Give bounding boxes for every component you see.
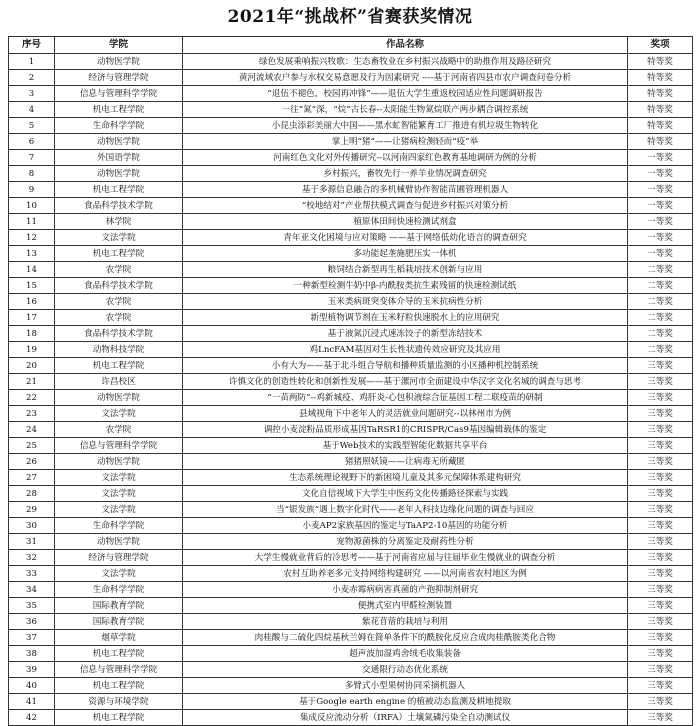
cell-no: 8 <box>9 166 55 182</box>
cell-award: 三等奖 <box>628 550 693 566</box>
cell-work: “校地结对”产业帮扶模式调查与促进乡村振兴对策分析 <box>183 198 628 214</box>
cell-no: 32 <box>9 550 55 566</box>
cell-no: 9 <box>9 182 55 198</box>
cell-award: 三等奖 <box>628 406 693 422</box>
cell-work: 玉米类病斑突变体介导的玉米抗病性分析 <box>183 294 628 310</box>
cell-college: 动物医学院 <box>55 454 183 470</box>
cell-award: 一等奖 <box>628 150 693 166</box>
table-row <box>9 486 693 502</box>
cell-work: 掌上明“猪”——让猪病检测轻而“疫”举 <box>183 134 628 150</box>
cell-work: 基于多源信息融合的多机械臂协作智能苗圃管理机器人 <box>183 182 628 198</box>
table-row <box>9 310 693 326</box>
table-row <box>9 694 693 710</box>
cell-work: 多臂式小型果树协同采摘机器人 <box>183 678 628 694</box>
cell-award: 二等奖 <box>628 294 693 310</box>
table-row <box>9 374 693 390</box>
cell-no: 39 <box>9 662 55 678</box>
cell-college: 农学院 <box>55 422 183 438</box>
cell-work: 交通限行动态优化系统 <box>183 662 628 678</box>
cell-no: 13 <box>9 246 55 262</box>
cell-no: 2 <box>9 70 55 86</box>
cell-award: 一等奖 <box>628 198 693 214</box>
cell-college: 信息与管理科学学院 <box>55 86 183 102</box>
cell-no: 25 <box>9 438 55 454</box>
cell-award: 三等奖 <box>628 598 693 614</box>
cell-award: 三等奖 <box>628 710 693 726</box>
cell-no: 37 <box>9 630 55 646</box>
cell-no: 26 <box>9 454 55 470</box>
cell-award: 特等奖 <box>628 70 693 86</box>
cell-college: 文法学院 <box>55 486 183 502</box>
table-row <box>9 198 693 214</box>
cell-no: 6 <box>9 134 55 150</box>
cell-college: 食品科学技术学院 <box>55 198 183 214</box>
cell-college: 信息与管理科学学院 <box>55 438 183 454</box>
cell-award: 三等奖 <box>628 518 693 534</box>
cell-college: 机电工程学院 <box>55 678 183 694</box>
cell-award: 三等奖 <box>628 358 693 374</box>
cell-college: 机电工程学院 <box>55 646 183 662</box>
cell-award: 三等奖 <box>628 614 693 630</box>
table-row <box>9 262 693 278</box>
cell-college: 国际教育学院 <box>55 598 183 614</box>
cell-college: 动物医学院 <box>55 54 183 70</box>
cell-work: 基于液氮沉浸式速冻饺子的新型冻结技术 <box>183 326 628 342</box>
cell-no: 10 <box>9 198 55 214</box>
table-row <box>9 566 693 582</box>
cell-work: 粮饲结合新型再生稻栽培技术创新与应用 <box>183 262 628 278</box>
header-row <box>9 37 693 54</box>
cell-no: 18 <box>9 326 55 342</box>
table-row <box>9 582 693 598</box>
cell-no: 28 <box>9 486 55 502</box>
table-row <box>9 678 693 694</box>
table-row <box>9 230 693 246</box>
cell-college: 机电工程学院 <box>55 358 183 374</box>
cell-college: 机电工程学院 <box>55 710 183 726</box>
cell-award: 二等奖 <box>628 310 693 326</box>
cell-no: 22 <box>9 390 55 406</box>
cell-no: 12 <box>9 230 55 246</box>
cell-college: 机电工程学院 <box>55 182 183 198</box>
cell-no: 30 <box>9 518 55 534</box>
cell-work: 一种新型检测牛奶中β-内酰胺类抗生素残留的快速检测试纸 <box>183 278 628 294</box>
table-row <box>9 150 693 166</box>
cell-no: 38 <box>9 646 55 662</box>
cell-work: 许慎文化的创造性转化和创新性发展——基于漯河市全面建设中华汉字文化名城的调查与思考 <box>183 374 628 390</box>
cell-no: 20 <box>9 358 55 374</box>
cell-college: 外国语学院 <box>55 150 183 166</box>
cell-no: 40 <box>9 678 55 694</box>
cell-college: 文法学院 <box>55 230 183 246</box>
cell-no: 21 <box>9 374 55 390</box>
cell-award: 三等奖 <box>628 438 693 454</box>
table-row <box>9 470 693 486</box>
table-body <box>9 54 693 726</box>
header-award: 奖项 <box>628 37 693 54</box>
cell-college: 生命科学学院 <box>55 518 183 534</box>
cell-award: 特等奖 <box>628 102 693 118</box>
cell-work: 乡村振兴，畜牧先行一养羊业情况调查研究 <box>183 166 628 182</box>
cell-award: 一等奖 <box>628 166 693 182</box>
cell-work: 大学生慢就业背后的冷思考——基于河南省应届与往届毕业生慢就业的调查分析 <box>183 550 628 566</box>
cell-work: 新型植物调节剂在玉米籽粒快速脱水上的应用研究 <box>183 310 628 326</box>
cell-college: 食品科学技术学院 <box>55 278 183 294</box>
cell-no: 16 <box>9 294 55 310</box>
table-row <box>9 646 693 662</box>
awards-table <box>8 36 693 726</box>
cell-award: 特等奖 <box>628 86 693 102</box>
table-row <box>9 246 693 262</box>
cell-no: 3 <box>9 86 55 102</box>
cell-work: 小麦赤霉病病害真菌的产孢抑制剂研究 <box>183 582 628 598</box>
cell-college: 动物医学院 <box>55 134 183 150</box>
cell-no: 35 <box>9 598 55 614</box>
cell-no: 36 <box>9 614 55 630</box>
table-row <box>9 598 693 614</box>
cell-work: 县域视角下中老年人的灵活就业问题研究--以林州市为例 <box>183 406 628 422</box>
cell-college: 资源与环境学院 <box>55 694 183 710</box>
cell-award: 三等奖 <box>628 566 693 582</box>
cell-work: 便携式室内甲醛检测装置 <box>183 598 628 614</box>
cell-college: 林学院 <box>55 214 183 230</box>
table-row <box>9 326 693 342</box>
cell-work: 文化自信视域下大学生中医药文化传播路径探索与实践 <box>183 486 628 502</box>
cell-award: 三等奖 <box>628 534 693 550</box>
cell-college: 经济与管理学院 <box>55 70 183 86</box>
table-row <box>9 438 693 454</box>
cell-award: 二等奖 <box>628 342 693 358</box>
cell-college: 动物医学院 <box>55 390 183 406</box>
cell-college: 机电工程学院 <box>55 246 183 262</box>
cell-no: 14 <box>9 262 55 278</box>
table-row <box>9 214 693 230</box>
cell-award: 特等奖 <box>628 118 693 134</box>
table-row <box>9 54 693 70</box>
cell-no: 31 <box>9 534 55 550</box>
table-row <box>9 422 693 438</box>
cell-college: 许昌校区 <box>55 374 183 390</box>
cell-work: 一往“氮”深，“烷”古长春--太阳能生物氮烷联产两步耦合调控系统 <box>183 102 628 118</box>
cell-no: 1 <box>9 54 55 70</box>
cell-work: 绿色发展乘响振兴牧歌：生态畜牧业在乡村振兴战略中的助推作用及路径研究 <box>183 54 628 70</box>
cell-work: 鸡LncFAM基因对生长性状遗传效应研究及其应用 <box>183 342 628 358</box>
table-row <box>9 502 693 518</box>
cell-work: 调控小麦淀粉品质形成基因TaRSR1的CRISPR/Cas9基因编辑载体的鉴定 <box>183 422 628 438</box>
cell-award: 一等奖 <box>628 246 693 262</box>
cell-college: 国际教育学院 <box>55 614 183 630</box>
table-row <box>9 710 693 726</box>
table-row <box>9 406 693 422</box>
cell-work: 农村互助养老多元支持网络构建研究 ——以河南省农村地区为例 <box>183 566 628 582</box>
cell-no: 27 <box>9 470 55 486</box>
header-no: 序号 <box>9 37 55 54</box>
cell-award: 二等奖 <box>628 326 693 342</box>
cell-award: 三等奖 <box>628 694 693 710</box>
table-row <box>9 182 693 198</box>
cell-work: “一苗两防”--鸡新城疫、鸡肝炎-心包积液综合征基因工程二联疫苗的研制 <box>183 390 628 406</box>
cell-college: 烟草学院 <box>55 630 183 646</box>
cell-no: 7 <box>9 150 55 166</box>
cell-work: 基于Web技术的实践型智能化数据共享平台 <box>183 438 628 454</box>
table-row <box>9 518 693 534</box>
cell-award: 三等奖 <box>628 390 693 406</box>
cell-no: 24 <box>9 422 55 438</box>
cell-work: 超声波加湿鸡舍绒毛收集装备 <box>183 646 628 662</box>
cell-college: 经济与管理学院 <box>55 550 183 566</box>
cell-award: 三等奖 <box>628 678 693 694</box>
cell-college: 信息与管理科学学院 <box>55 662 183 678</box>
cell-college: 文法学院 <box>55 566 183 582</box>
table-row <box>9 118 693 134</box>
table-row <box>9 454 693 470</box>
cell-award: 三等奖 <box>628 470 693 486</box>
cell-work: 肉桂酸与二硫化四烷基秋兰姆在简单条件下的酰胺化反应合成肉桂酰胺类化合物 <box>183 630 628 646</box>
cell-award: 二等奖 <box>628 278 693 294</box>
cell-award: 一等奖 <box>628 230 693 246</box>
cell-no: 5 <box>9 118 55 134</box>
table-row <box>9 550 693 566</box>
cell-award: 二等奖 <box>628 262 693 278</box>
cell-work: 青年亚文化困境与应对策略 ——基于网络低幼化语言的调查研究 <box>183 230 628 246</box>
cell-award: 三等奖 <box>628 502 693 518</box>
cell-work: 当“银发族”遇上数字化时代——老年人科技边缘化问题的调查与回应 <box>183 502 628 518</box>
table-row <box>9 662 693 678</box>
cell-award: 一等奖 <box>628 214 693 230</box>
cell-award: 特等奖 <box>628 134 693 150</box>
cell-college: 文法学院 <box>55 470 183 486</box>
cell-work: 小昆虫添彩美丽大中国——黑水虻智能繁育工厂推进有机垃圾生物转化 <box>183 118 628 134</box>
table-row <box>9 278 693 294</box>
cell-work: 小有大为——基于北斗组合导航和播种质量监测的小区播种机控制系统 <box>183 358 628 374</box>
cell-no: 23 <box>9 406 55 422</box>
table-row <box>9 70 693 86</box>
cell-no: 42 <box>9 710 55 726</box>
cell-college: 生命科学学院 <box>55 118 183 134</box>
cell-award: 三等奖 <box>628 454 693 470</box>
cell-college: 动物科技学院 <box>55 342 183 358</box>
cell-award: 三等奖 <box>628 486 693 502</box>
cell-college: 生命科学学院 <box>55 582 183 598</box>
cell-college: 文法学院 <box>55 406 183 422</box>
table-row <box>9 102 693 118</box>
cell-award: 三等奖 <box>628 582 693 598</box>
cell-work: 宠物源菌株的分离鉴定及耐药性分析 <box>183 534 628 550</box>
table-row <box>9 294 693 310</box>
cell-award: 三等奖 <box>628 662 693 678</box>
cell-award: 三等奖 <box>628 630 693 646</box>
cell-no: 33 <box>9 566 55 582</box>
cell-work: 多功能起垄施肥压实一体机 <box>183 246 628 262</box>
cell-work: 猪猪照妖镜——让病毒无所藏匿 <box>183 454 628 470</box>
cell-work: 生态系统理论视野下的新困境儿童及其多元保障体系建构研究 <box>183 470 628 486</box>
cell-work: 小麦AP2家族基因的鉴定与TaAP2-10基因的功能分析 <box>183 518 628 534</box>
cell-work: “退伍不褪色，校园再冲锋”——退伍大学生重返校园适应性问题调研报告 <box>183 86 628 102</box>
table-row <box>9 614 693 630</box>
cell-no: 4 <box>9 102 55 118</box>
cell-award: 特等奖 <box>628 54 693 70</box>
table-row <box>9 86 693 102</box>
cell-college: 农学院 <box>55 262 183 278</box>
cell-no: 34 <box>9 582 55 598</box>
cell-college: 机电工程学院 <box>55 102 183 118</box>
cell-award: 三等奖 <box>628 646 693 662</box>
cell-no: 11 <box>9 214 55 230</box>
table-row <box>9 390 693 406</box>
cell-no: 41 <box>9 694 55 710</box>
cell-college: 动物医学院 <box>55 534 183 550</box>
cell-no: 17 <box>9 310 55 326</box>
cell-college: 农学院 <box>55 310 183 326</box>
table-row <box>9 630 693 646</box>
table-row <box>9 134 693 150</box>
cell-college: 动物医学院 <box>55 166 183 182</box>
header-work: 作品名称 <box>183 37 628 54</box>
cell-work: 黄河流域农户参与水权交易意愿及行为因素研究 ----基于河南省四县市农户调查问卷分析 <box>183 70 628 86</box>
header-college: 学院 <box>55 37 183 54</box>
cell-work: 植原体田间快速检测试剂盒 <box>183 214 628 230</box>
cell-award: 三等奖 <box>628 374 693 390</box>
cell-award: 三等奖 <box>628 422 693 438</box>
cell-no: 29 <box>9 502 55 518</box>
cell-award: 一等奖 <box>628 182 693 198</box>
table-row <box>9 534 693 550</box>
cell-college: 文法学院 <box>55 502 183 518</box>
cell-no: 19 <box>9 342 55 358</box>
cell-work: 紫花苜蓿的栽培与利用 <box>183 614 628 630</box>
document-title: 2021年“挑战杯”省赛获奖情况 <box>227 7 473 27</box>
cell-college: 食品科学技术学院 <box>55 326 183 342</box>
cell-work: 集成反应流动分析（IRFA）土壤氮磷污染全自动测试仪 <box>183 710 628 726</box>
table-row <box>9 166 693 182</box>
cell-no: 15 <box>9 278 55 294</box>
cell-work: 基于Google earth engine 的植被动态监测及耕地提取 <box>183 694 628 710</box>
cell-work: 河南红色文化对外传播研究--以河南四家红色教育基地调研为例的分析 <box>183 150 628 166</box>
cell-college: 农学院 <box>55 294 183 310</box>
table-row <box>9 358 693 374</box>
table-row <box>9 342 693 358</box>
